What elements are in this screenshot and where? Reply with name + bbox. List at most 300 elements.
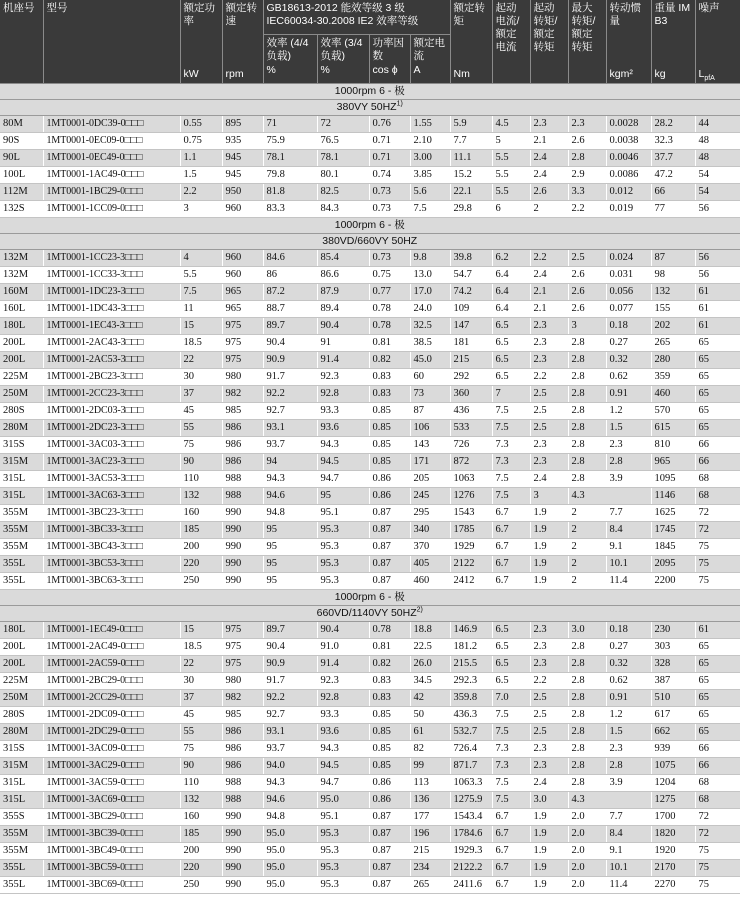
table-row bbox=[0, 826, 740, 843]
value-cell: 2.8 bbox=[568, 335, 606, 352]
frame-cell: 100L bbox=[0, 167, 43, 184]
value-cell: 65 bbox=[695, 403, 740, 420]
value-cell: 1.5 bbox=[180, 167, 222, 184]
value-cell: 0.78 bbox=[369, 301, 410, 318]
header-eff34: 效率 (3/4 负载) % bbox=[317, 35, 369, 84]
value-cell: 39.8 bbox=[450, 250, 492, 267]
value-cell: 61 bbox=[695, 622, 740, 639]
value-cell: 2270 bbox=[651, 877, 695, 894]
value-cell: 68 bbox=[695, 792, 740, 809]
value-cell: 90 bbox=[180, 454, 222, 471]
value-cell: 3.0 bbox=[530, 792, 568, 809]
value-cell: 93.7 bbox=[263, 437, 317, 454]
value-cell: 0.0086 bbox=[606, 167, 651, 184]
value-cell: 5.9 bbox=[450, 116, 492, 133]
value-cell: 340 bbox=[410, 522, 450, 539]
value-cell: 86.6 bbox=[317, 267, 369, 284]
frame-cell: 315L bbox=[0, 471, 43, 488]
value-cell: 2.8 bbox=[568, 741, 606, 758]
value-cell: 1920 bbox=[651, 843, 695, 860]
value-cell: 2.5 bbox=[530, 403, 568, 420]
table-row bbox=[0, 301, 740, 318]
value-cell: 0.82 bbox=[369, 352, 410, 369]
value-cell: 2.3 bbox=[568, 116, 606, 133]
value-cell: 9.1 bbox=[606, 539, 651, 556]
value-cell: 990 bbox=[222, 522, 263, 539]
value-cell: 66 bbox=[695, 741, 740, 758]
model-cell: 1MT0001-3BC23-3□□□ bbox=[43, 505, 180, 522]
model-cell: 1MT0001-1BC29-0□□□ bbox=[43, 184, 180, 201]
value-cell: 0.75 bbox=[369, 267, 410, 284]
model-cell: 1MT0001-2DC23-3□□□ bbox=[43, 420, 180, 437]
value-cell: 0.85 bbox=[369, 420, 410, 437]
table-row bbox=[0, 775, 740, 792]
value-cell: 1.1 bbox=[180, 150, 222, 167]
frame-cell: 132S bbox=[0, 201, 43, 218]
model-cell: 1MT0001-3BC63-3□□□ bbox=[43, 573, 180, 590]
value-cell: 68 bbox=[695, 775, 740, 792]
value-cell: 6.7 bbox=[492, 573, 530, 590]
value-cell: 91.0 bbox=[317, 639, 369, 656]
value-cell: 94.6 bbox=[263, 792, 317, 809]
value-cell: 74.2 bbox=[450, 284, 492, 301]
value-cell: 93.3 bbox=[317, 707, 369, 724]
value-cell: 7.3 bbox=[492, 454, 530, 471]
model-cell: 1MT0001-3AC53-3□□□ bbox=[43, 471, 180, 488]
value-cell: 960 bbox=[222, 201, 263, 218]
model-cell: 1MT0001-3AC59-0□□□ bbox=[43, 775, 180, 792]
value-cell: 95 bbox=[317, 488, 369, 505]
value-cell: 986 bbox=[222, 758, 263, 775]
value-cell: 245 bbox=[410, 488, 450, 505]
table-row bbox=[0, 369, 740, 386]
value-cell: 1.9 bbox=[530, 843, 568, 860]
value-cell: 92.8 bbox=[317, 690, 369, 707]
frame-cell: 355L bbox=[0, 556, 43, 573]
value-cell: 0.62 bbox=[606, 673, 651, 690]
value-cell: 48 bbox=[695, 133, 740, 150]
value-cell: 990 bbox=[222, 843, 263, 860]
value-cell: 975 bbox=[222, 639, 263, 656]
value-cell: 147 bbox=[450, 318, 492, 335]
value-cell: 75 bbox=[180, 437, 222, 454]
value-cell: 26.0 bbox=[410, 656, 450, 673]
frame-cell: 355L bbox=[0, 877, 43, 894]
value-cell: 2.8 bbox=[568, 352, 606, 369]
value-cell: 1063.3 bbox=[450, 775, 492, 792]
value-cell: 94.8 bbox=[263, 809, 317, 826]
value-cell: 1543 bbox=[450, 505, 492, 522]
table-row bbox=[0, 184, 740, 201]
frame-cell: 132M bbox=[0, 250, 43, 267]
section-subtitle-row bbox=[0, 234, 740, 250]
value-cell: 0.85 bbox=[369, 437, 410, 454]
value-cell: 48 bbox=[695, 150, 740, 167]
value-cell: 6.7 bbox=[492, 539, 530, 556]
model-cell: 1MT0001-3AC09-0□□□ bbox=[43, 741, 180, 758]
value-cell: 1929.3 bbox=[450, 843, 492, 860]
value-cell: 94.3 bbox=[263, 775, 317, 792]
header-standard: GB18613-2012 能效等级 3 级 IEC60034-30.2008 IE2 效率等级 bbox=[263, 0, 450, 35]
value-cell: 2.5 bbox=[530, 690, 568, 707]
frame-cell: 160M bbox=[0, 284, 43, 301]
value-cell: 95.1 bbox=[317, 809, 369, 826]
value-cell: 89.7 bbox=[263, 622, 317, 639]
value-cell: 303 bbox=[651, 639, 695, 656]
value-cell: 510 bbox=[651, 690, 695, 707]
value-cell: 202 bbox=[651, 318, 695, 335]
value-cell: 0.85 bbox=[369, 741, 410, 758]
value-cell: 143 bbox=[410, 437, 450, 454]
value-cell: 181 bbox=[450, 335, 492, 352]
value-cell: 990 bbox=[222, 505, 263, 522]
value-cell: 73 bbox=[410, 386, 450, 403]
table-row bbox=[0, 352, 740, 369]
value-cell: 0.62 bbox=[606, 369, 651, 386]
value-cell: 7.5 bbox=[492, 775, 530, 792]
value-cell: 177 bbox=[410, 809, 450, 826]
value-cell: 30 bbox=[180, 369, 222, 386]
value-cell: 37 bbox=[180, 386, 222, 403]
value-cell: 2.8 bbox=[568, 758, 606, 775]
frame-cell: 160L bbox=[0, 301, 43, 318]
value-cell: 84.6 bbox=[263, 250, 317, 267]
value-cell: 6.4 bbox=[492, 284, 530, 301]
value-cell: 92.8 bbox=[317, 386, 369, 403]
model-cell: 1MT0001-2DC09-0□□□ bbox=[43, 707, 180, 724]
value-cell: 65 bbox=[695, 707, 740, 724]
value-cell: 90.4 bbox=[263, 335, 317, 352]
value-cell: 0.85 bbox=[369, 403, 410, 420]
value-cell: 2.5 bbox=[530, 707, 568, 724]
value-cell: 98 bbox=[651, 267, 695, 284]
table-row bbox=[0, 809, 740, 826]
model-cell: 1MT0001-2DC29-0□□□ bbox=[43, 724, 180, 741]
section-title: 1000rpm 6 - 极 bbox=[0, 218, 740, 234]
value-cell: 6.7 bbox=[492, 877, 530, 894]
value-cell: 871.7 bbox=[450, 758, 492, 775]
value-cell: 2.4 bbox=[530, 775, 568, 792]
value-cell: 2.9 bbox=[568, 167, 606, 184]
value-cell: 2.1 bbox=[530, 301, 568, 318]
table-row bbox=[0, 843, 740, 860]
value-cell: 2.6 bbox=[568, 133, 606, 150]
value-cell: 570 bbox=[651, 403, 695, 420]
value-cell: 7.5 bbox=[492, 488, 530, 505]
value-cell: 360 bbox=[450, 386, 492, 403]
value-cell: 0.81 bbox=[369, 639, 410, 656]
value-cell: 83.3 bbox=[263, 201, 317, 218]
value-cell: 2.3 bbox=[530, 116, 568, 133]
value-cell: 87.2 bbox=[263, 284, 317, 301]
value-cell: 2.5 bbox=[530, 724, 568, 741]
value-cell: 7.5 bbox=[180, 284, 222, 301]
value-cell: 72 bbox=[695, 809, 740, 826]
frame-cell: 112M bbox=[0, 184, 43, 201]
value-cell: 2.8 bbox=[606, 758, 651, 775]
value-cell: 0.031 bbox=[606, 267, 651, 284]
table-row bbox=[0, 707, 740, 724]
value-cell: 982 bbox=[222, 386, 263, 403]
value-cell: 132 bbox=[180, 488, 222, 505]
table-row bbox=[0, 488, 740, 505]
value-cell: 95 bbox=[263, 539, 317, 556]
value-cell: 2.4 bbox=[530, 167, 568, 184]
value-cell: 92.3 bbox=[317, 369, 369, 386]
model-cell: 1MT0001-3AC23-3□□□ bbox=[43, 454, 180, 471]
value-cell: 295 bbox=[410, 505, 450, 522]
value-cell: 945 bbox=[222, 150, 263, 167]
value-cell: 95.3 bbox=[317, 843, 369, 860]
value-cell: 10.1 bbox=[606, 556, 651, 573]
value-cell: 50 bbox=[410, 707, 450, 724]
table-row bbox=[0, 335, 740, 352]
value-cell: 6.5 bbox=[492, 656, 530, 673]
frame-cell: 250M bbox=[0, 690, 43, 707]
value-cell: 975 bbox=[222, 656, 263, 673]
section-subtitle-row bbox=[0, 606, 740, 622]
value-cell: 250 bbox=[180, 877, 222, 894]
value-cell: 4 bbox=[180, 250, 222, 267]
frame-cell: 280S bbox=[0, 707, 43, 724]
value-cell: 66 bbox=[651, 184, 695, 201]
table-row bbox=[0, 420, 740, 437]
value-cell: 94 bbox=[263, 454, 317, 471]
table-row bbox=[0, 639, 740, 656]
value-cell: 110 bbox=[180, 775, 222, 792]
voltage-label: 380VY 50HZ bbox=[336, 101, 397, 113]
value-cell: 0.74 bbox=[369, 167, 410, 184]
value-cell: 2.8 bbox=[568, 724, 606, 741]
value-cell: 72 bbox=[695, 522, 740, 539]
value-cell: 5.5 bbox=[180, 267, 222, 284]
value-cell: 617 bbox=[651, 707, 695, 724]
value-cell: 15 bbox=[180, 318, 222, 335]
value-cell: 95.0 bbox=[263, 826, 317, 843]
value-cell: 387 bbox=[651, 673, 695, 690]
frame-cell: 355M bbox=[0, 843, 43, 860]
model-cell: 1MT0001-1CC09-0□□□ bbox=[43, 201, 180, 218]
value-cell: 37 bbox=[180, 690, 222, 707]
value-cell: 65 bbox=[695, 420, 740, 437]
value-cell: 1.9 bbox=[530, 539, 568, 556]
value-cell: 3 bbox=[530, 488, 568, 505]
value-cell: 42 bbox=[410, 690, 450, 707]
value-cell: 2.3 bbox=[606, 437, 651, 454]
value-cell: 2.10 bbox=[410, 133, 450, 150]
value-cell: 88.7 bbox=[263, 301, 317, 318]
value-cell: 82 bbox=[410, 741, 450, 758]
table-row bbox=[0, 741, 740, 758]
header-eff44: 效率 (4/4 负载) % bbox=[263, 35, 317, 84]
value-cell: 95.3 bbox=[317, 522, 369, 539]
value-cell: 7.7 bbox=[606, 809, 651, 826]
value-cell: 0.87 bbox=[369, 826, 410, 843]
header-weight: 重量 IM B3 kg bbox=[651, 0, 695, 84]
frame-cell: 315M bbox=[0, 454, 43, 471]
value-cell: 95.1 bbox=[317, 505, 369, 522]
frame-cell: 355L bbox=[0, 573, 43, 590]
value-cell: 0.55 bbox=[180, 116, 222, 133]
value-cell: 2.4 bbox=[530, 150, 568, 167]
value-cell: 45 bbox=[180, 403, 222, 420]
value-cell: 0.83 bbox=[369, 673, 410, 690]
value-cell: 0.87 bbox=[369, 556, 410, 573]
value-cell: 185 bbox=[180, 826, 222, 843]
value-cell: 726.4 bbox=[450, 741, 492, 758]
value-cell: 2.3 bbox=[530, 656, 568, 673]
value-cell: 0.87 bbox=[369, 809, 410, 826]
value-cell: 0.019 bbox=[606, 201, 651, 218]
value-cell: 160 bbox=[180, 809, 222, 826]
value-cell: 2.8 bbox=[568, 150, 606, 167]
value-cell: 95.0 bbox=[263, 843, 317, 860]
section-subtitle bbox=[0, 606, 740, 622]
value-cell: 980 bbox=[222, 673, 263, 690]
value-cell: 17.0 bbox=[410, 284, 450, 301]
model-cell: 1MT0001-2CC23-3□□□ bbox=[43, 386, 180, 403]
value-cell: 61 bbox=[410, 724, 450, 741]
value-cell: 7.5 bbox=[492, 403, 530, 420]
table-row bbox=[0, 150, 740, 167]
value-cell: 93.6 bbox=[317, 724, 369, 741]
model-cell: 1MT0001-2AC53-3□□□ bbox=[43, 352, 180, 369]
value-cell: 82.5 bbox=[317, 184, 369, 201]
value-cell: 24.0 bbox=[410, 301, 450, 318]
value-cell: 2411.6 bbox=[450, 877, 492, 894]
value-cell: 359.8 bbox=[450, 690, 492, 707]
value-cell: 0.87 bbox=[369, 573, 410, 590]
model-cell: 1MT0001-2AC59-0□□□ bbox=[43, 656, 180, 673]
frame-cell: 90S bbox=[0, 133, 43, 150]
value-cell: 0.75 bbox=[180, 133, 222, 150]
model-cell: 1MT0001-1EC49-0□□□ bbox=[43, 622, 180, 639]
value-cell: 0.86 bbox=[369, 471, 410, 488]
frame-cell: 200L bbox=[0, 656, 43, 673]
value-cell: 132 bbox=[180, 792, 222, 809]
value-cell: 6.5 bbox=[492, 318, 530, 335]
value-cell: 1745 bbox=[651, 522, 695, 539]
value-cell: 66 bbox=[695, 454, 740, 471]
value-cell: 4.3 bbox=[568, 488, 651, 505]
value-cell: 1146 bbox=[651, 488, 695, 505]
table-row bbox=[0, 403, 740, 420]
model-cell: 1MT0001-2BC29-0□□□ bbox=[43, 673, 180, 690]
value-cell: 986 bbox=[222, 437, 263, 454]
value-cell: 32.3 bbox=[651, 133, 695, 150]
frame-cell: 355M bbox=[0, 826, 43, 843]
value-cell: 988 bbox=[222, 488, 263, 505]
value-cell: 2.8 bbox=[568, 437, 606, 454]
model-cell: 1MT0001-1CC33-3□□□ bbox=[43, 267, 180, 284]
value-cell: 2.1 bbox=[530, 284, 568, 301]
header-power: 额定功率 kW bbox=[180, 0, 222, 84]
value-cell: 0.85 bbox=[369, 724, 410, 741]
frame-cell: 180L bbox=[0, 318, 43, 335]
table-row bbox=[0, 471, 740, 488]
value-cell: 2.0 bbox=[568, 877, 606, 894]
value-cell: 8.4 bbox=[606, 826, 651, 843]
frame-cell: 355M bbox=[0, 505, 43, 522]
value-cell: 1095 bbox=[651, 471, 695, 488]
value-cell: 960 bbox=[222, 267, 263, 284]
value-cell: 6.7 bbox=[492, 826, 530, 843]
value-cell: 0.77 bbox=[369, 284, 410, 301]
model-cell: 1MT0001-2BC23-3□□□ bbox=[43, 369, 180, 386]
header-frame: 机座号 bbox=[0, 0, 43, 84]
value-cell: 2.8 bbox=[568, 707, 606, 724]
value-cell: 1275 bbox=[651, 792, 695, 809]
value-cell: 65 bbox=[695, 335, 740, 352]
value-cell: 532.7 bbox=[450, 724, 492, 741]
value-cell: 4.5 bbox=[492, 116, 530, 133]
value-cell: 71 bbox=[263, 116, 317, 133]
value-cell: 7.3 bbox=[492, 741, 530, 758]
value-cell: 29.8 bbox=[450, 201, 492, 218]
value-cell: 93.7 bbox=[263, 741, 317, 758]
value-cell: 986 bbox=[222, 454, 263, 471]
section-title: 1000rpm 6 - 极 bbox=[0, 84, 740, 100]
value-cell: 292.3 bbox=[450, 673, 492, 690]
table-body bbox=[0, 84, 740, 894]
value-cell: 55 bbox=[180, 420, 222, 437]
frame-cell: 80M bbox=[0, 116, 43, 133]
value-cell: 92.3 bbox=[317, 673, 369, 690]
frame-cell: 315S bbox=[0, 741, 43, 758]
value-cell: 87 bbox=[651, 250, 695, 267]
frame-cell: 315M bbox=[0, 758, 43, 775]
value-cell: 0.0038 bbox=[606, 133, 651, 150]
value-cell: 0.87 bbox=[369, 539, 410, 556]
value-cell: 18.5 bbox=[180, 639, 222, 656]
value-cell: 7.3 bbox=[492, 437, 530, 454]
value-cell: 86 bbox=[263, 267, 317, 284]
frame-cell: 225M bbox=[0, 673, 43, 690]
value-cell: 2.3 bbox=[530, 335, 568, 352]
value-cell: 2.4 bbox=[530, 471, 568, 488]
value-cell: 985 bbox=[222, 403, 263, 420]
footnote-mark: 1) bbox=[396, 100, 403, 108]
value-cell: 0.0028 bbox=[606, 116, 651, 133]
value-cell: 94.7 bbox=[317, 471, 369, 488]
value-cell: 662 bbox=[651, 724, 695, 741]
table-row bbox=[0, 690, 740, 707]
header-max-torque: 最大转矩/额定转矩 bbox=[568, 0, 606, 84]
value-cell: 2.3 bbox=[606, 741, 651, 758]
value-cell: 68 bbox=[695, 488, 740, 505]
value-cell: 895 bbox=[222, 116, 263, 133]
value-cell: 2.3 bbox=[530, 437, 568, 454]
header-noise: 噪声 $L_{pfA}$ bbox=[695, 0, 740, 84]
value-cell: 75 bbox=[180, 741, 222, 758]
value-cell: 22 bbox=[180, 656, 222, 673]
value-cell: 45 bbox=[180, 707, 222, 724]
value-cell: 0.85 bbox=[369, 707, 410, 724]
table-row bbox=[0, 133, 740, 150]
section-title-row bbox=[0, 218, 740, 234]
value-cell: 90.9 bbox=[263, 352, 317, 369]
value-cell: 990 bbox=[222, 826, 263, 843]
frame-cell: 315L bbox=[0, 792, 43, 809]
voltage-label: 380VD/660VY 50HZ bbox=[322, 235, 418, 247]
model-cell: 1MT0001-3BC33-3□□□ bbox=[43, 522, 180, 539]
value-cell: 3.85 bbox=[410, 167, 450, 184]
value-cell: 990 bbox=[222, 573, 263, 590]
value-cell: 2170 bbox=[651, 860, 695, 877]
value-cell: 7.5 bbox=[492, 707, 530, 724]
value-cell: 220 bbox=[180, 860, 222, 877]
value-cell: 44 bbox=[695, 116, 740, 133]
